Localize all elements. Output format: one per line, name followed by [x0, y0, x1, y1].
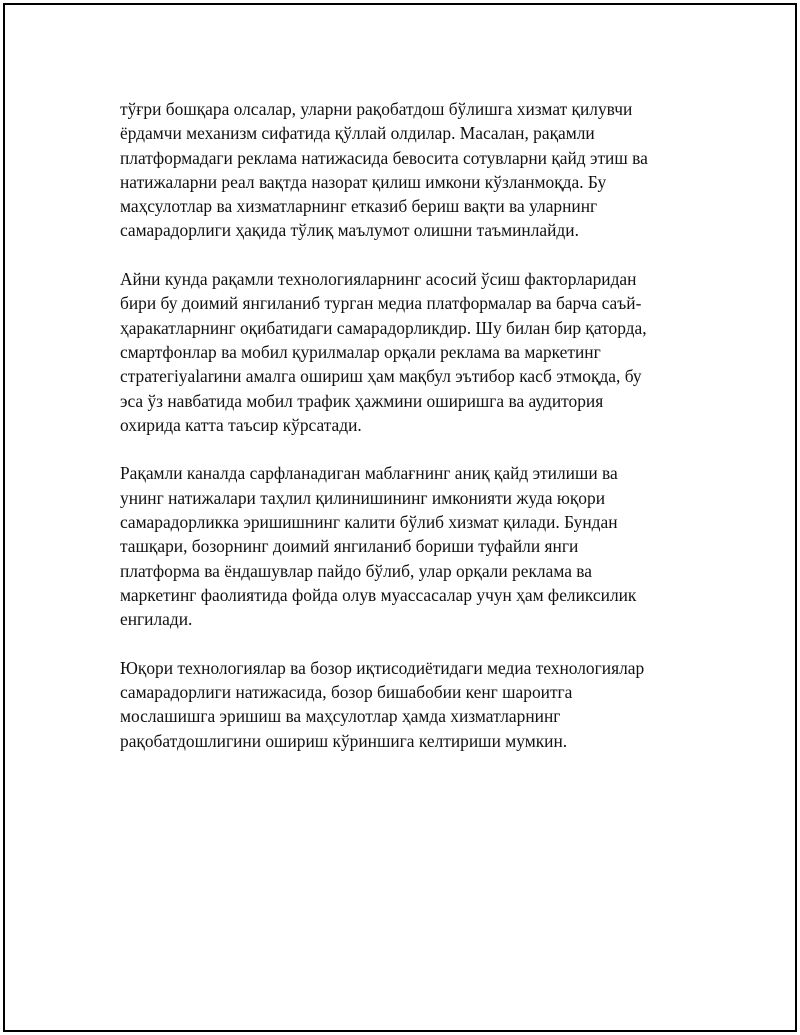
text-line: ёрдамчи механизм сифатида қўллай олдилар. Масалан, рақамли [120, 123, 595, 144]
text-line: Юқори технологиялар ва бозор иқтисодиётидаги медиа технологиялар [120, 657, 645, 678]
text-line: смартфонлар ва мобил қурилмалар орқали реклама ва маркетинг [120, 341, 601, 362]
paragraph-3 [120, 461, 680, 631]
text-line: маркетинг фаолиятида фойда олув муассасалар учун ҳам феликсилик [120, 584, 637, 605]
text-line: рақобатдошлигини ошириш кўриншига келтириши мумкин. [120, 730, 568, 751]
text-line: мослашишга эришиш ва маҳсулотлар ҳамда хизматларнинг [120, 706, 561, 727]
paragraph-4 [120, 656, 680, 753]
text-line: енгилади. [120, 609, 193, 630]
text-line: унинг натижалари таҳлил қилинишининг имконияти жуда юқори [120, 487, 606, 508]
text-line: платформа ва ёндашувлар пайдо бўлиб, улар орқали реклама ва [120, 560, 592, 581]
text-line: ташқари, бозорнинг доимий янгиланиб бориши туфайли янги [120, 536, 579, 557]
text-line: платформадаги реклама натижасида бевосита сотувларни қайд этиш ва [120, 147, 648, 168]
text-line: самарадорлиги натижасида, бозор бишабобии кенг шароитга [120, 682, 573, 703]
document-body [120, 97, 680, 777]
text-line: натижаларни реал вақтда назорат қилиш имкони кўзланмоқда. Бу [120, 171, 607, 192]
text-line: тўғри бошқара олсалар, уларни рақобатдош бўлишга хизмат қилувчи [120, 99, 633, 119]
text-line: маҳсулотлар ва хизматларнинг етказиб бериш вақти ва уларнинг [120, 196, 598, 217]
text-line: ҳаракатларнинг оқибатидаги самарадорликдир. Шу билан бир қаторда, [120, 317, 647, 338]
text-line: Рақамли каналда сарфланадиган маблағнинг аниқ қайд этилиши ва [120, 463, 618, 484]
text-line: стратегiyalarини амалга ошириш ҳам мақбул эътибор касб этмоқда, бу [120, 366, 642, 387]
paragraph-2 [120, 267, 680, 437]
text-line: бири бу доимий янгиланиб турган медиа платформалар ва барча саъй- [120, 293, 642, 314]
text-line: самарадорликка эришишнинг калити бўлиб хизмат қилади. Бундан [120, 512, 618, 533]
text-line: эса ўз навбатида мобил трафик ҳажмини оширишга ва аудитория [120, 390, 604, 411]
text-line: охирида катта таъсир кўрсатади. [120, 414, 362, 435]
paragraph-1 [120, 97, 680, 243]
text-line: самарадорлиги ҳақида тўлиқ маълумот олишни таъминлайди. [120, 220, 579, 241]
text-line: Айни кунда рақамли технологияларнинг асосий ўсиш факторларидан [120, 269, 637, 290]
page-frame [3, 3, 797, 1032]
